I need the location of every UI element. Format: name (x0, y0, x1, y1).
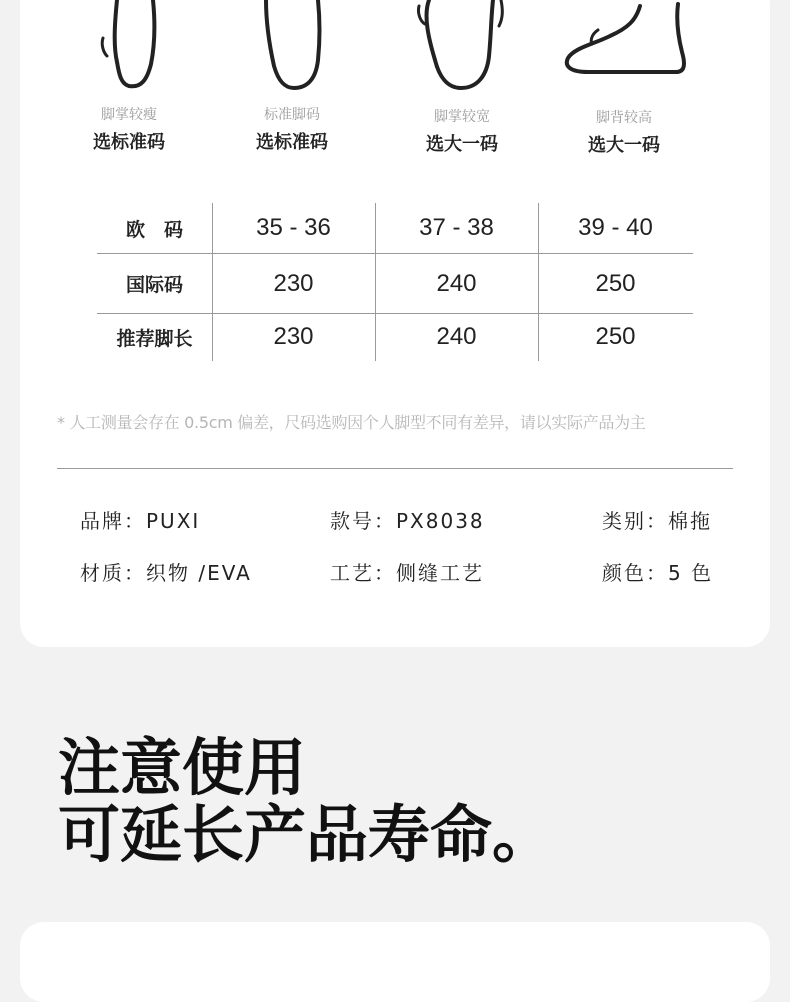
foot-type-wide: 脚掌较宽 (434, 109, 490, 125)
table-cell: 39 - 40 (578, 214, 653, 241)
spec-brand: 品牌：PUXI (80, 509, 201, 533)
high-instep-foot-icon (560, 0, 690, 80)
table-row (97, 203, 693, 253)
spec-color: 颜色：5 色 (602, 561, 714, 585)
table-row (97, 313, 693, 361)
spec-category: 类别：棉拖 (602, 509, 712, 533)
measurement-note: * 人工测量会存在 0.5cm 偏差，尺码选购因个人脚型不同有差异，请以实际产品为主 (57, 413, 646, 432)
spec-material: 材质：织物 /EVA (80, 561, 252, 585)
table-cell: 240 (436, 323, 477, 350)
narrow-foot-icon (95, 0, 165, 92)
table-cell: 250 (595, 323, 636, 350)
spec-model: 款号：PX8038 (330, 509, 485, 533)
spec-craft: 工艺：侧缝工艺 (330, 561, 484, 585)
standard-foot-icon (258, 0, 328, 92)
table-cell: 230 (273, 323, 314, 350)
wide-foot-icon (415, 0, 510, 92)
foot-type-standard: 标准脚码 (264, 107, 320, 123)
table-cell: 230 (273, 269, 314, 297)
row-label-foot-length: 推荐脚长 (116, 327, 193, 350)
table-cell: 240 (436, 269, 477, 297)
headline-line-2: 可延长产品寿命。 (58, 798, 555, 871)
foot-advice-wide: 选大一码 (426, 134, 498, 155)
foot-advice-narrow: 选标准码 (93, 132, 165, 153)
table-row (97, 253, 693, 314)
table-cell: 37 - 38 (419, 214, 494, 241)
table-cell: 250 (595, 269, 636, 297)
table-divider (375, 203, 376, 361)
divider (57, 468, 733, 469)
headline-line-1: 注意使用 (58, 731, 307, 804)
foot-type-high-instep: 脚背较高 (596, 110, 652, 126)
row-label-eu-size: 欧 码 (125, 218, 183, 241)
table-divider (538, 203, 539, 361)
foot-advice-high-instep: 选大一码 (588, 135, 660, 156)
size-table (97, 203, 693, 361)
row-label-intl-size: 国际码 (125, 274, 183, 296)
table-cell: 35 - 36 (256, 214, 331, 241)
table-divider (212, 203, 213, 361)
foot-type-narrow: 脚掌较瘦 (101, 107, 157, 123)
foot-advice-standard: 选标准码 (256, 132, 328, 153)
next-card (20, 922, 770, 1002)
